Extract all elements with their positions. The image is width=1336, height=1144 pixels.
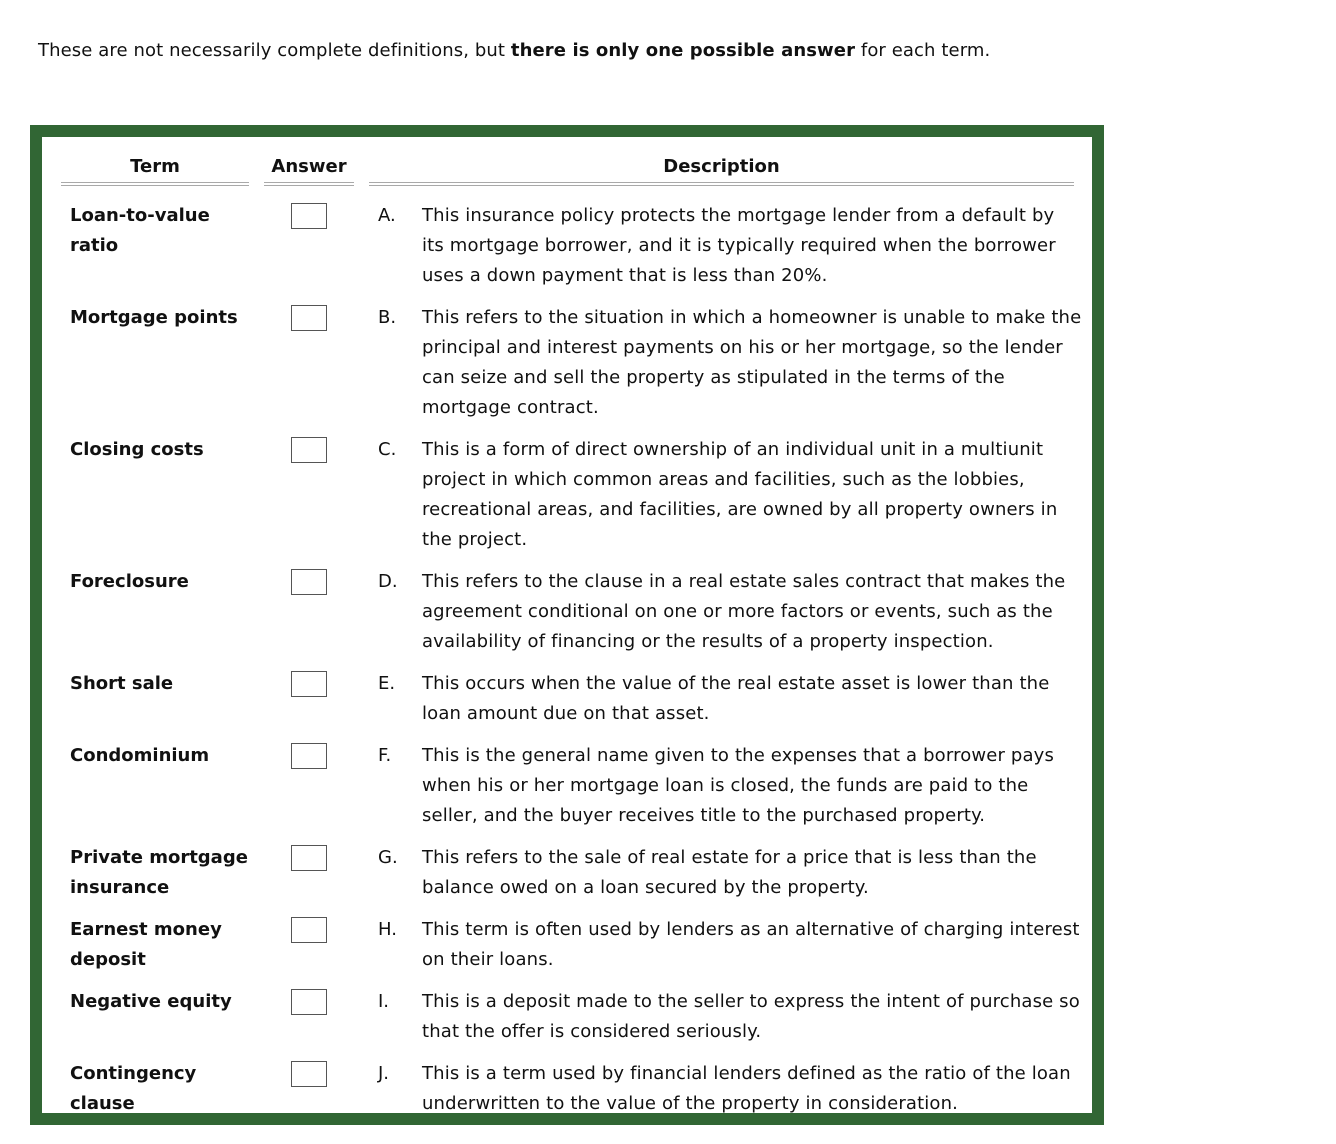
description-text: This is the general name given to the expenses that a borrower pays when his or her mortgage loan is closed, the funds are paid to the seller, and the buyer receives title to the purchased property. [422,745,1054,826]
answer-input[interactable] [291,305,327,331]
term-label: Loan-to-value ratio [70,205,210,256]
term-label: Private mortgage insurance [70,847,248,898]
header-description: Description [663,156,780,177]
description-text: This is a form of direct ownership of an individual unit in a multiunit project in which common areas and facilities, such as the lobbies, recreational areas, and facilities, are owned by all property owners in the project. [422,439,1058,550]
header-term: Term [130,156,180,177]
description-letter: D. [378,571,398,592]
header-term-rule [61,182,249,186]
term-label: Mortgage points [70,307,238,328]
description-text: This is a deposit made to the seller to express the intent of purchase so that the offer is considered seriously. [422,991,1080,1042]
description-text: This term is often used by lenders as an alternative of charging interest on their loans. [422,919,1080,970]
term-label: Earnest money deposit [70,919,222,970]
answer-input[interactable] [291,989,327,1015]
answer-input[interactable] [291,743,327,769]
description-letter: I. [378,991,390,1012]
description-text: This is a term used by financial lenders defined as the ratio of the loan underwritten to the value of the property in consideration. [422,1063,1071,1114]
term-label: Negative equity [70,991,232,1012]
description-text: This refers to the situation in which a homeowner is unable to make the principal and interest payments on his or her mortgage, so the lender can seize and sell the property as stipulated in the terms of the mortgage contract. [422,307,1082,418]
instructions-emphasis: there is only one possible answer [510,40,856,61]
instructions-lead: These are not necessarily complete definitions, but [38,40,511,61]
instructions-tail: for each term. [855,40,991,61]
description-letter: C. [378,439,397,460]
description-text: This refers to the sale of real estate for a price that is less than the balance owed on a loan secured by the property. [422,847,1037,898]
description-letter: J. [378,1063,390,1084]
header-description-rule [369,182,1074,186]
answer-input[interactable] [291,437,327,463]
term-label: Short sale [70,673,174,694]
answer-input[interactable] [291,1061,327,1087]
description-letter: G. [378,847,398,868]
answer-input[interactable] [291,203,327,229]
description-text: This occurs when the value of the real estate asset is lower than the loan amount due on that asset. [422,673,1050,724]
answer-input[interactable] [291,845,327,871]
description-text: This refers to the clause in a real estate sales contract that makes the agreement conditional on one or more factors or events, such as the availability of financing or the results of a property inspection. [422,571,1066,652]
header-answer: Answer [271,156,347,177]
answer-input[interactable] [291,917,327,943]
description-letter: A. [378,205,396,226]
answer-input[interactable] [291,569,327,595]
description-letter: F. [378,745,392,766]
description-letter: E. [378,673,396,694]
term-label: Contingency clause [70,1063,197,1114]
description-letter: H. [378,919,397,940]
instructions-text [38,38,990,64]
matching-table [30,125,1104,1125]
header-answer-rule [264,182,354,186]
term-label: Condominium [70,745,210,766]
term-label: Closing costs [70,439,204,460]
term-label: Foreclosure [70,571,189,592]
description-letter: B. [378,307,397,328]
description-text: This insurance policy protects the mortgage lender from a default by its mortgage borrower, and it is typically required when the borrower uses a down payment that is less than 20%. [422,205,1056,286]
answer-input[interactable] [291,671,327,697]
